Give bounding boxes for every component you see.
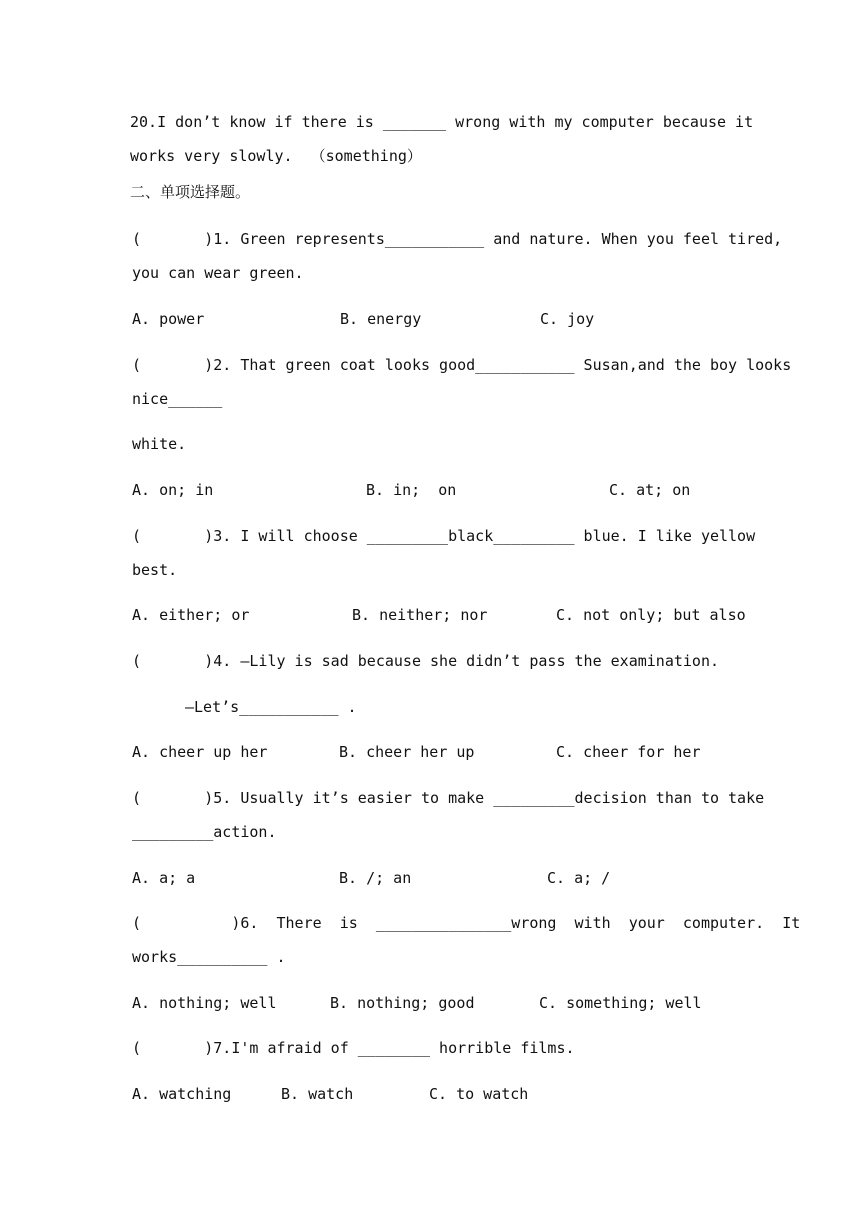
q2-line-1: ( )2. That green coat looks good___________ Susan,and the boy looks: [132, 356, 792, 374]
q2-option-a: A. on; in: [132, 481, 214, 499]
q1-line-2: you can wear green.: [132, 264, 304, 282]
q3-option-c: C. not only; but also: [556, 606, 746, 624]
q3-option-b: B. neither; nor: [352, 606, 488, 624]
q7-line-1: ( )7.I'm afraid of ________ horrible films.: [132, 1039, 575, 1057]
q6-line-1: ( )6. There is _______________wrong with your computer. It: [132, 914, 801, 932]
q20-line-1: 20.I don’t know if there is _______ wrong with my computer because it: [130, 113, 754, 131]
q2-option-c: C. at; on: [609, 481, 691, 499]
q6-option-c: C. something; well: [539, 994, 702, 1012]
q6-option-b: B. nothing; good: [330, 994, 475, 1012]
section-heading: 二、单项选择题。: [130, 183, 251, 201]
q3-line-1: ( )3. I will choose _________black_________ blue. I like yellow: [132, 527, 756, 545]
q7-option-a: A. watching: [132, 1085, 232, 1103]
q4-option-b: B. cheer her up: [339, 743, 475, 761]
q1-line-1: ( )1. Green represents___________ and nature. When you feel tired,: [132, 230, 783, 248]
q4-line-1: ( )4. —Lily is sad because she didn’t pass the examination.: [132, 652, 719, 670]
q5-line-2: _________action.: [132, 823, 277, 841]
q6-line-2: works__________ .: [132, 948, 286, 966]
q5-option-c: C. a; /: [547, 869, 611, 887]
q2-line-2: nice______: [132, 390, 223, 408]
q7-option-b: B. watch: [281, 1085, 354, 1103]
q6-option-a: A. nothing; well: [132, 994, 277, 1012]
q1-option-b: B. energy: [340, 310, 422, 328]
q5-option-b: B. /; an: [339, 869, 412, 887]
q4-option-a: A. cheer up her: [132, 743, 268, 761]
q5-line-1: ( )5. Usually it’s easier to make _________decision than to take: [132, 789, 765, 807]
q7-option-c: C. to watch: [429, 1085, 529, 1103]
q3-line-2: best.: [132, 561, 178, 579]
q1-option-a: A. power: [132, 310, 205, 328]
q1-option-c: C. joy: [540, 310, 595, 328]
q4-line-2: —Let’s___________ .: [185, 698, 357, 716]
q20-line-2: works very slowly. （something）: [130, 147, 422, 165]
q2-option-b: B. in; on: [366, 481, 457, 499]
q4-option-c: C. cheer for her: [556, 743, 701, 761]
q2-line-3: white.: [132, 435, 187, 453]
q3-option-a: A. either; or: [132, 606, 250, 624]
q5-option-a: A. a; a: [132, 869, 196, 887]
